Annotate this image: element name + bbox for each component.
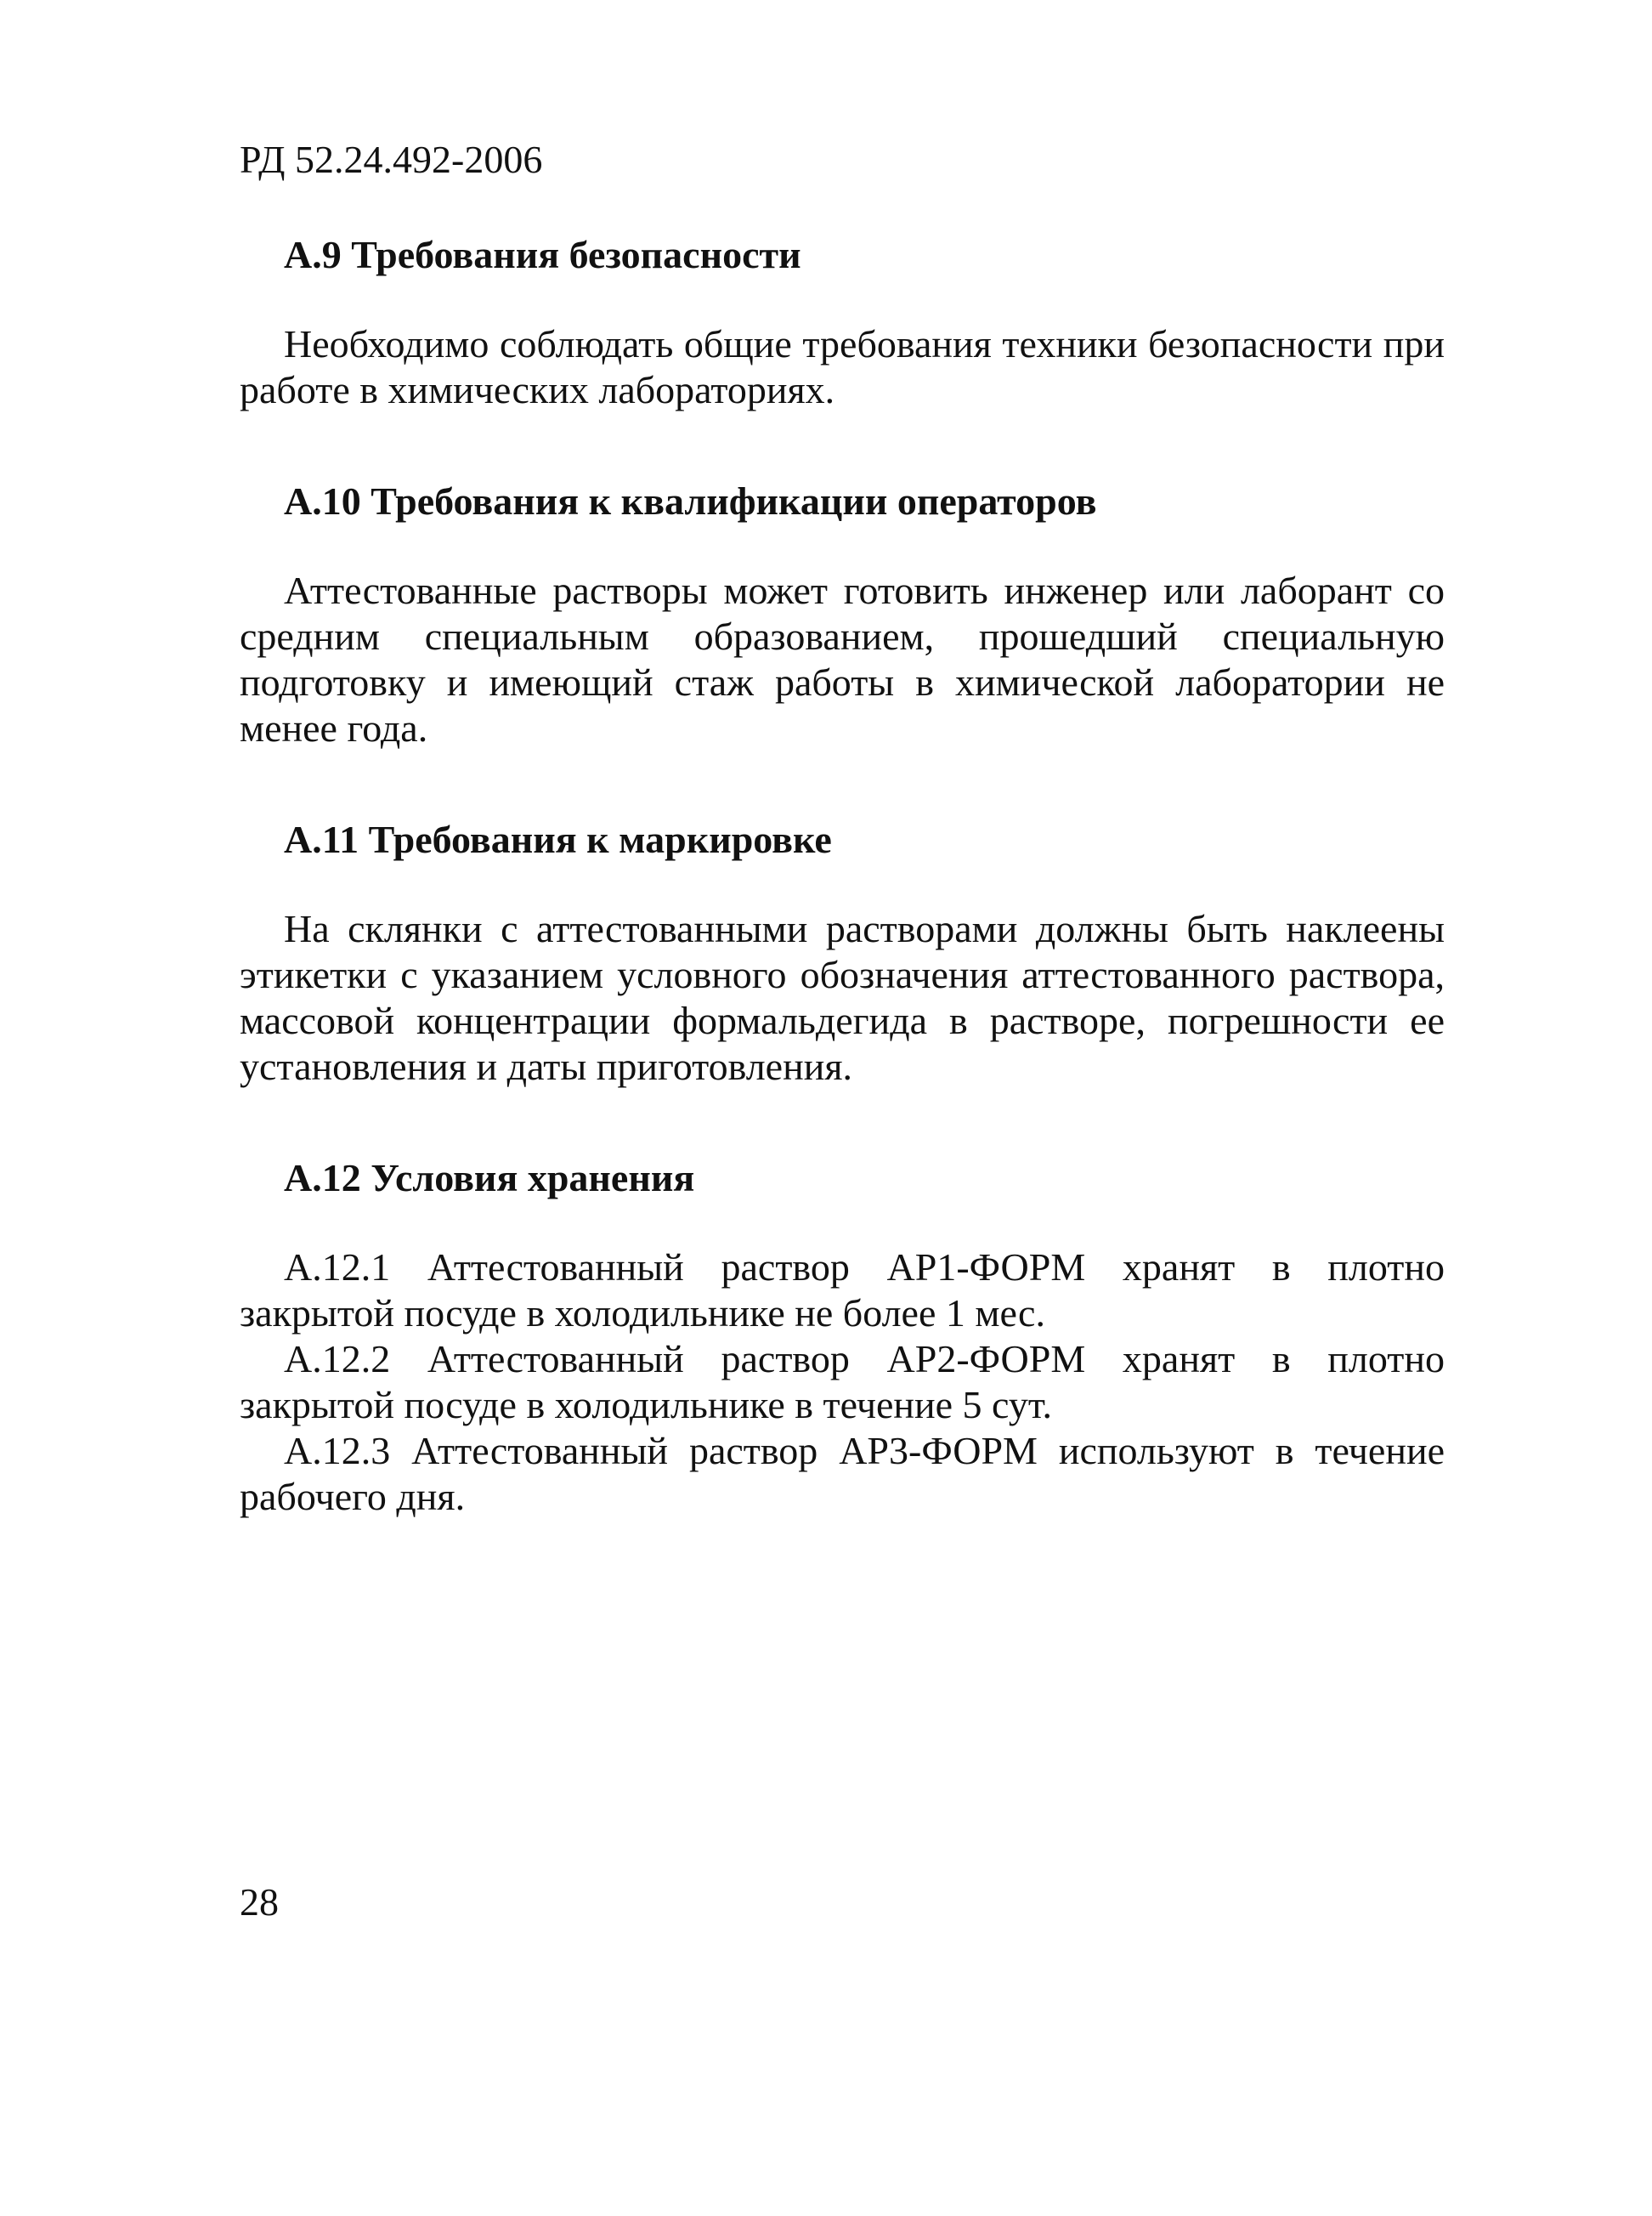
list-item: А.12.1 Аттестованный раствор АР1-ФОРМ хранят в плотно закрытой посуде в холодильнике не более 1 мес. — [240, 1245, 1445, 1335]
section-heading: А.9 Требования безопасности — [284, 233, 801, 276]
storage-conditions-list — [240, 1244, 1445, 1520]
section-heading: А.11 Требования к маркировке — [284, 818, 832, 861]
section-a12 — [240, 1154, 1445, 1520]
section-a11 — [240, 816, 1445, 1090]
section-paragraph: На склянки с аттестованными растворами должны быть наклеены этикетки с указанием условного обозначения аттестованного раствора, массовой концентрации формальдегида в растворе, погрешности ее установления и даты приготовления. — [240, 907, 1445, 1088]
list-item: А.12.2 Аттестованный раствор АР2-ФОРМ хранят в плотно закрытой посуде в холодильнике в течение 5 сут. — [240, 1337, 1445, 1426]
page-content — [240, 136, 1445, 1520]
section-paragraph: Аттестованные растворы может готовить инженер или лаборант со средним специальным образованием, прошедший специальную подготовку и имеющий стаж работы в химической лаборатории не менее года. — [240, 569, 1445, 750]
section-heading: А.10 Требования к квалификации операторов — [284, 479, 1097, 523]
page-number: 28 — [240, 1880, 279, 1924]
section-a9 — [240, 231, 1445, 413]
section-a10 — [240, 478, 1445, 751]
section-paragraph: Необходимо соблюдать общие требования техники безопасности при работе в химических лабораториях. — [240, 322, 1445, 411]
document-code: РД 52.24.492-2006 — [240, 138, 543, 181]
list-item: А.12.3 Аттестованный раствор АР3-ФОРМ используют в течение рабочего дня. — [240, 1429, 1445, 1518]
section-heading: А.12 Условия хранения — [284, 1156, 695, 1199]
